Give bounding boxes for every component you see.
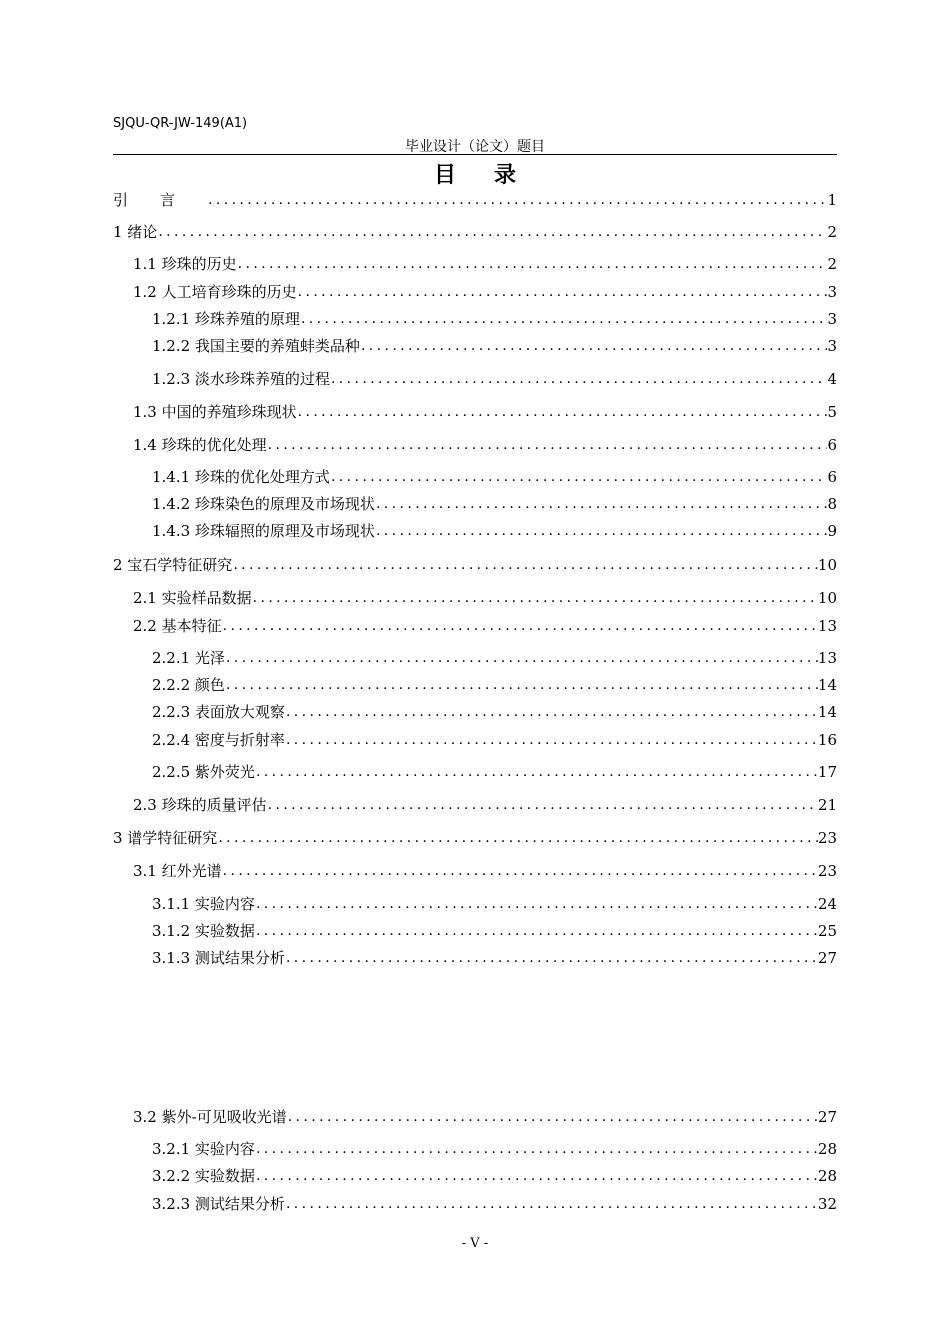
toc-entry-page: 16 bbox=[817, 731, 837, 749]
toc-entry[interactable] bbox=[113, 1139, 837, 1159]
toc-entry-page: 4 bbox=[827, 370, 837, 388]
dot-leader bbox=[255, 1139, 818, 1159]
toc-entry-label: 2.2.1 光泽 bbox=[152, 649, 225, 667]
toc-entry[interactable] bbox=[113, 795, 837, 815]
toc-entry-page: 6 bbox=[827, 436, 837, 454]
toc-entry[interactable] bbox=[113, 1194, 837, 1214]
toc-entry-page: 6 bbox=[827, 468, 837, 486]
toc-entry-label: 2.2.5 紫外荧光 bbox=[152, 763, 255, 781]
toc-entry-label: 引言 bbox=[113, 191, 208, 209]
page-number: - V - bbox=[461, 1236, 489, 1251]
toc-entry-label: 1.4.1 珍珠的优化处理方式 bbox=[152, 468, 330, 486]
toc-title: 目录 bbox=[433, 163, 554, 188]
toc-entry-label: 2.2.2 颜色 bbox=[152, 676, 225, 694]
dot-leader bbox=[217, 828, 818, 848]
dot-leader bbox=[300, 309, 828, 329]
toc-entry-page: 24 bbox=[817, 895, 837, 913]
dot-leader bbox=[237, 254, 828, 274]
toc-entry-label: 2.2.4 密度与折射率 bbox=[152, 731, 285, 749]
toc-entry-label: 3.1.2 实验数据 bbox=[152, 922, 255, 940]
toc-entry-label: 1.2 人工培育珍珠的历史 bbox=[133, 283, 297, 301]
toc-entry-label: 3.1.3 测试结果分析 bbox=[152, 949, 285, 967]
dot-leader bbox=[267, 435, 828, 455]
dot-leader bbox=[225, 648, 818, 668]
toc-entry[interactable] bbox=[113, 494, 837, 514]
toc-entry-label: 3 谱学特征研究 bbox=[113, 829, 218, 847]
toc-entry-page: 32 bbox=[817, 1195, 837, 1213]
dot-leader bbox=[375, 494, 828, 514]
toc-entry-page: 10 bbox=[817, 589, 837, 607]
toc-entry-page: 21 bbox=[817, 796, 837, 814]
toc-entry[interactable] bbox=[113, 762, 837, 782]
toc-entry-page: 28 bbox=[817, 1167, 837, 1185]
toc-entry-page: 23 bbox=[817, 829, 837, 847]
toc-entry-page: 14 bbox=[817, 676, 837, 694]
dot-leader bbox=[285, 702, 818, 722]
toc-entry[interactable] bbox=[113, 588, 837, 608]
toc-entry-label: 1.3 中国的养殖珍珠现状 bbox=[133, 403, 297, 421]
toc-entry[interactable] bbox=[113, 702, 837, 722]
toc-entry[interactable] bbox=[113, 616, 837, 636]
toc-entry[interactable] bbox=[113, 467, 837, 487]
toc-entry-label: 1.4.3 珍珠辐照的原理及市场现状 bbox=[152, 522, 375, 540]
toc-entry-page: 27 bbox=[817, 1108, 837, 1126]
dot-leader bbox=[285, 730, 818, 750]
toc-entry-label: 2.3 珍珠的质量评估 bbox=[133, 796, 267, 814]
dot-leader bbox=[297, 402, 828, 422]
toc-entry-label: 3.2.2 实验数据 bbox=[152, 1167, 255, 1185]
running-title: 毕业设计（论文）题目 bbox=[405, 139, 545, 155]
toc-entry-label: 1.4 珍珠的优化处理 bbox=[133, 436, 267, 454]
toc-entry[interactable] bbox=[113, 282, 837, 302]
dot-leader bbox=[207, 190, 827, 210]
toc-entry-page: 5 bbox=[827, 403, 837, 421]
toc-entry-label: 1.2.1 珍珠养殖的原理 bbox=[152, 310, 300, 328]
toc-entry-label: 3.1.1 实验内容 bbox=[152, 895, 255, 913]
dot-leader bbox=[157, 222, 827, 242]
dot-leader bbox=[255, 1166, 818, 1186]
toc-entry-label: 2.2.3 表面放大观察 bbox=[152, 703, 285, 721]
dot-leader bbox=[285, 948, 818, 968]
toc-entry-page: 2 bbox=[827, 255, 837, 273]
dot-leader bbox=[330, 369, 828, 389]
toc-entry-page: 13 bbox=[817, 617, 837, 635]
dot-leader bbox=[252, 588, 818, 608]
toc-entry-page: 2 bbox=[827, 223, 837, 241]
toc-entry[interactable] bbox=[113, 648, 837, 668]
dot-leader bbox=[255, 762, 818, 782]
toc-entry[interactable] bbox=[113, 894, 837, 914]
toc-entry[interactable] bbox=[113, 435, 837, 455]
toc-entry[interactable] bbox=[113, 309, 837, 329]
toc-entry[interactable] bbox=[113, 254, 837, 274]
dot-leader bbox=[330, 467, 828, 487]
dot-leader bbox=[222, 861, 818, 881]
toc-entry[interactable] bbox=[113, 222, 837, 242]
toc-entry[interactable] bbox=[113, 1166, 837, 1186]
toc-entry-label: 3.2 紫外-可见吸收光谱 bbox=[133, 1108, 287, 1126]
dot-leader bbox=[255, 921, 818, 941]
dot-leader bbox=[285, 1194, 818, 1214]
dot-leader bbox=[225, 675, 818, 695]
toc-entry-page: 14 bbox=[817, 703, 837, 721]
toc-entry-label: 3.1 红外光谱 bbox=[133, 862, 222, 880]
toc-entry-label: 3.2.3 测试结果分析 bbox=[152, 1195, 285, 1213]
dot-leader bbox=[222, 616, 818, 636]
toc-entry-label: 2.1 实验样品数据 bbox=[133, 589, 252, 607]
toc-entry[interactable] bbox=[113, 336, 837, 356]
dot-leader bbox=[267, 795, 818, 815]
dot-leader bbox=[232, 555, 818, 575]
toc-entry[interactable] bbox=[113, 921, 837, 941]
toc-entry[interactable] bbox=[113, 948, 837, 968]
toc-entry-page: 1 bbox=[827, 191, 837, 209]
dot-leader bbox=[360, 336, 828, 356]
toc-entry-label: 1 绪论 bbox=[113, 223, 158, 241]
toc-entry-label: 1.4.2 珍珠染色的原理及市场现状 bbox=[152, 495, 375, 513]
toc-entry-page: 23 bbox=[817, 862, 837, 880]
toc-entry[interactable] bbox=[113, 828, 837, 848]
toc-entry-page: 3 bbox=[827, 310, 837, 328]
dot-leader bbox=[255, 894, 818, 914]
toc-entry[interactable] bbox=[113, 861, 837, 881]
toc-entry-page: 13 bbox=[817, 649, 837, 667]
toc-entry[interactable] bbox=[113, 190, 837, 210]
toc-entry-label: 1.2.3 淡水珍珠养殖的过程 bbox=[152, 370, 330, 388]
toc-entry-page: 8 bbox=[827, 495, 837, 513]
toc-entry[interactable] bbox=[113, 555, 837, 575]
toc-entry-label: 3.2.1 实验内容 bbox=[152, 1140, 255, 1158]
toc-entry-page: 28 bbox=[817, 1140, 837, 1158]
toc-entry-page: 10 bbox=[817, 556, 837, 574]
dot-leader bbox=[375, 521, 828, 541]
toc-entry-page: 25 bbox=[817, 922, 837, 940]
toc-entry[interactable] bbox=[113, 730, 837, 750]
toc-entry-label: 2.2 基本特征 bbox=[133, 617, 222, 635]
toc-entry-page: 27 bbox=[817, 949, 837, 967]
dot-leader bbox=[297, 282, 828, 302]
toc-entry-label: 1.2.2 我国主要的养殖蚌类品种 bbox=[152, 337, 360, 355]
document-id: SJQU-QR-JW-149(A1) bbox=[113, 116, 248, 131]
toc-entry[interactable] bbox=[113, 675, 837, 695]
table-of-contents bbox=[113, 0, 837, 1344]
toc-entry-page: 3 bbox=[827, 283, 837, 301]
toc-entry[interactable] bbox=[113, 369, 837, 389]
toc-entry[interactable] bbox=[113, 521, 837, 541]
toc-entry-page: 9 bbox=[827, 522, 837, 540]
toc-entry-label: 2 宝石学特征研究 bbox=[113, 556, 233, 574]
toc-entry-page: 3 bbox=[827, 337, 837, 355]
toc-entry-label: 1.1 珍珠的历史 bbox=[133, 255, 237, 273]
toc-entry[interactable] bbox=[113, 402, 837, 422]
toc-entry[interactable] bbox=[113, 1107, 837, 1127]
dot-leader bbox=[287, 1107, 818, 1127]
toc-entry-page: 17 bbox=[817, 763, 837, 781]
